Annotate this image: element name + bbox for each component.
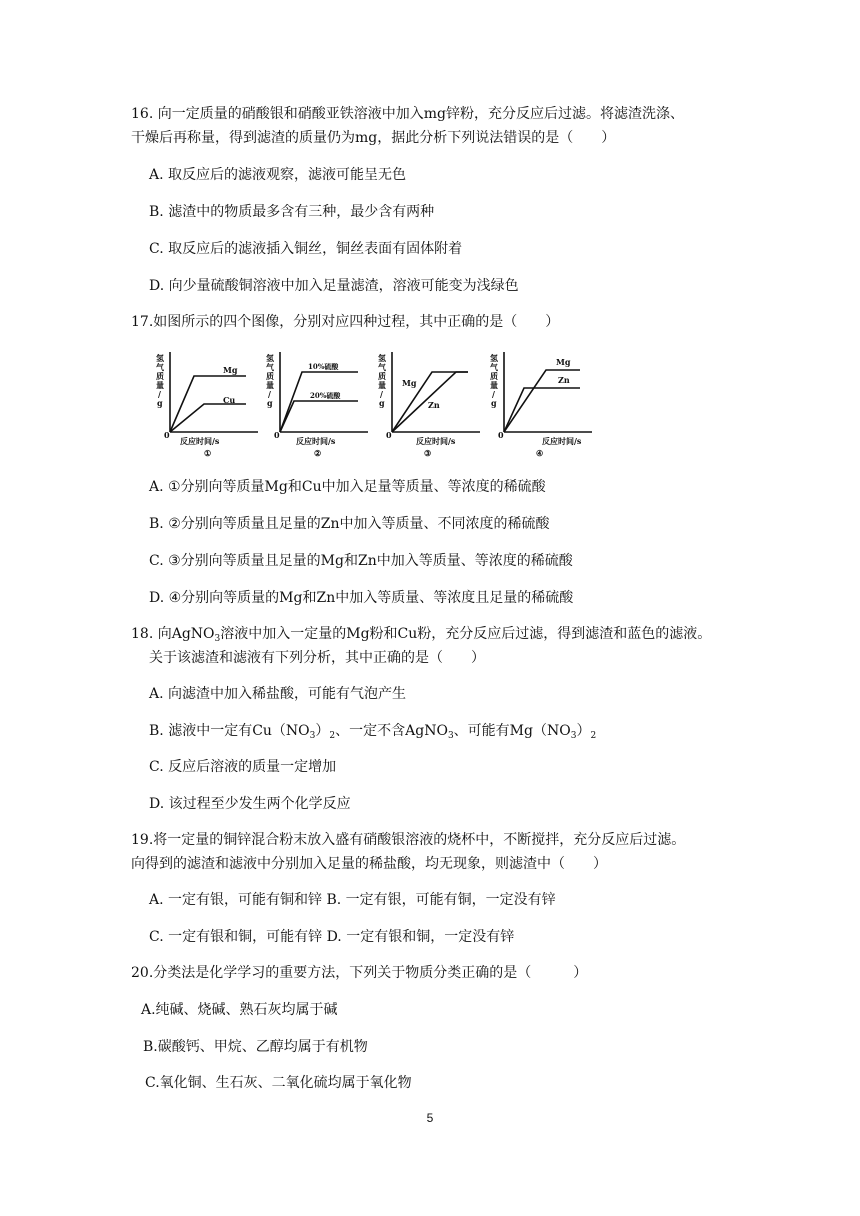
graph-1-ylabel-3: 质: [156, 371, 164, 381]
q18-option-a: A. 向滤渣中加入稀盐酸，可能有气泡产生: [149, 686, 407, 702]
graph-1-number: ①: [204, 448, 212, 458]
q20-option-a: A.纯碱、烧碱、熟石灰均属于碱: [141, 1002, 338, 1018]
graph-2-ylabel-6: g: [267, 398, 273, 408]
q17-option-b: B. ②分别向等质量且足量的Zn中加入等质量、不同浓度的稀硫酸: [149, 516, 550, 532]
q17-option-a: A. ①分别向等质量Mg和Cu中加入足量等质量、等浓度的稀硫酸: [149, 479, 546, 495]
graph-3-ylabel-5: /: [380, 389, 383, 399]
graph-3-ylabel-6: g: [379, 398, 385, 408]
q19-options-cd: C. 一定有银和铜，可能有锌 D. 一定有银和铜，一定没有锌: [149, 929, 515, 945]
graph-4-origin: 0: [498, 430, 504, 440]
page-number: 5: [426, 1111, 434, 1125]
graph-2-ylabel-5: /: [268, 389, 271, 399]
q18-b-text-5: ）: [576, 723, 591, 739]
graph-3-number: ③: [424, 448, 432, 458]
q18-stem-text-a: 18. 向AgNO: [131, 626, 215, 642]
graph-4-xlabel: 反应时间/s: [542, 436, 582, 446]
q16-stem-line2: 干燥后再称量，得到滤渣的质量仍为mg，据此分析下列说法错误的是（ ）: [131, 130, 616, 146]
graph-4-ylabel-3: 质: [490, 371, 498, 381]
graph-2-label-10: 10%硫酸: [308, 362, 339, 371]
graph-4-ylabel-6: g: [491, 398, 497, 408]
q18-stem-subscript: 3: [214, 634, 221, 644]
graph-3-ylabel-4: 量: [378, 380, 386, 390]
q18-b-text-4: 、可能有Mg（NO: [453, 723, 571, 739]
q19-stem-line1: 19.将一定量的铜锌混合粉末放入盛有硝酸银溶液的烧杯中，不断搅拌，充分反应后过滤。: [131, 832, 686, 848]
graph-4-number: ④: [536, 448, 544, 458]
graph-2-label-20: 20%硫酸: [310, 391, 341, 400]
graph-4-ylabel-2: 气: [490, 362, 498, 372]
q18-option-b: [149, 721, 596, 746]
graph-1-line-cu: [170, 404, 246, 432]
graph-4-label-zn: Zn: [558, 375, 570, 385]
q20-option-c: C.氧化铜、生石灰、二氧化硫均属于氧化物: [145, 1075, 412, 1091]
q18-b-text-3: 、一定不含AgNO: [335, 723, 448, 739]
graph-2: [260, 348, 372, 460]
q19-options-ab: A. 一定有银，可能有铜和锌 B. 一定有银，可能有铜，一定没有锌: [149, 892, 556, 908]
q18-stem-line1: [131, 624, 711, 649]
graph-2-origin: 0: [274, 430, 280, 440]
graph-2-number: ②: [314, 448, 322, 458]
q18-b-sub-4: 3: [570, 731, 577, 741]
q16-stem-line1: 16. 向一定质量的硝酸银和硝酸亚铁溶液中加入mg锌粉，充分反应后过滤。将滤渣洗涤、: [131, 106, 684, 122]
graph-4: [484, 348, 596, 460]
graph-3: [372, 348, 484, 460]
graph-3-ylabel-3: 质: [378, 371, 386, 381]
q18-b-sub-5: 2: [590, 731, 597, 741]
graph-1: [150, 348, 262, 460]
graph-2-ylabel-2: 气: [266, 362, 274, 372]
q17-option-d: D. ④分别向等质量的Mg和Zn中加入等质量、等浓度且足量的稀硫酸: [149, 590, 574, 606]
graph-2-ylabel-4: 量: [266, 380, 274, 390]
graph-3-xlabel: 反应时间/s: [416, 436, 456, 446]
q16-option-c: C. 取反应后的滤液插入铜丝，铜丝表面有固体附着: [149, 241, 463, 257]
q18-b-sub-1: 3: [309, 731, 316, 741]
graph-2-line-10pct: [280, 372, 358, 432]
graph-2-ylabel-1: 氢: [266, 353, 274, 363]
graph-1-xlabel: 反应时间/s: [180, 436, 220, 446]
q19-stem-line2: 向得到的滤渣和滤液中分别加入足量的稀盐酸，均无现象，则滤渣中（ ）: [131, 856, 607, 872]
graph-4-label-mg: Mg: [556, 357, 571, 367]
q18-b-sub-2: 2: [329, 731, 336, 741]
graph-2-xlabel: 反应时间/s: [296, 436, 336, 446]
q16-option-d: D. 向少量硫酸铜溶液中加入足量滤渣，溶液可能变为浅绿色: [149, 278, 519, 294]
graph-4-ylabel-5: /: [492, 389, 495, 399]
graph-2-ylabel-3: 质: [266, 371, 274, 381]
graph-1-origin: 0: [164, 430, 170, 440]
q18-stem-text-b: 溶液中加入一定量的Mg粉和Cu粉，充分反应后过滤，得到滤渣和蓝色的滤液。: [220, 626, 712, 642]
graph-3-label-zn: Zn: [428, 400, 440, 410]
q16-option-b: B. 滤渣中的物质最多含有三种，最少含有两种: [149, 204, 435, 220]
graph-2-line-20pct: [280, 401, 358, 432]
graph-1-label-mg: Mg: [223, 365, 238, 375]
graph-3-ylabel-2: 气: [378, 362, 386, 372]
graph-1-ylabel-1: 氢: [156, 353, 164, 363]
q16-option-a: A. 取反应后的滤液观察，滤液可能呈无色: [149, 167, 407, 183]
q17-graphs-figure: [150, 348, 590, 460]
graph-1-ylabel-6: g: [157, 398, 163, 408]
graph-1-label-cu: Cu: [223, 395, 236, 405]
q18-b-sub-3: 3: [447, 731, 454, 741]
graph-4-line-zn: [504, 388, 580, 432]
graph-3-label-mg: Mg: [402, 378, 417, 388]
graph-1-ylabel-2: 气: [156, 362, 164, 372]
graph-4-ylabel-1: 氢: [490, 353, 498, 363]
graph-3-ylabel-1: 氢: [378, 353, 386, 363]
graph-4-ylabel-4: 量: [490, 380, 498, 390]
graph-3-origin: 0: [386, 430, 392, 440]
graph-1-ylabel-5: /: [158, 389, 161, 399]
q18-b-text-1: B. 滤液中一定有Cu（NO: [149, 723, 310, 739]
q18-b-text-2: ）: [315, 723, 330, 739]
q20-option-b: B.碳酸钙、甲烷、乙醇均属于有机物: [143, 1039, 368, 1055]
graph-1-ylabel-4: 量: [156, 380, 164, 390]
q18-option-d: D. 该过程至少发生两个化学反应: [149, 796, 351, 812]
q18-option-c: C. 反应后溶液的质量一定增加: [149, 759, 337, 775]
q20-stem: 20.分类法是化学学习的重要方法，下列关于物质分类正确的是（ ）: [131, 965, 588, 981]
q17-stem: 17.如图所示的四个图像，分别对应四种过程，其中正确的是（ ）: [131, 314, 560, 330]
q17-option-c: C. ③分别向等质量且足量的Mg和Zn中加入等质量、等浓度的稀硫酸: [149, 553, 573, 569]
q18-stem-line2: 关于该滤渣和滤液有下列分析，其中正确的是（ ）: [149, 650, 485, 666]
